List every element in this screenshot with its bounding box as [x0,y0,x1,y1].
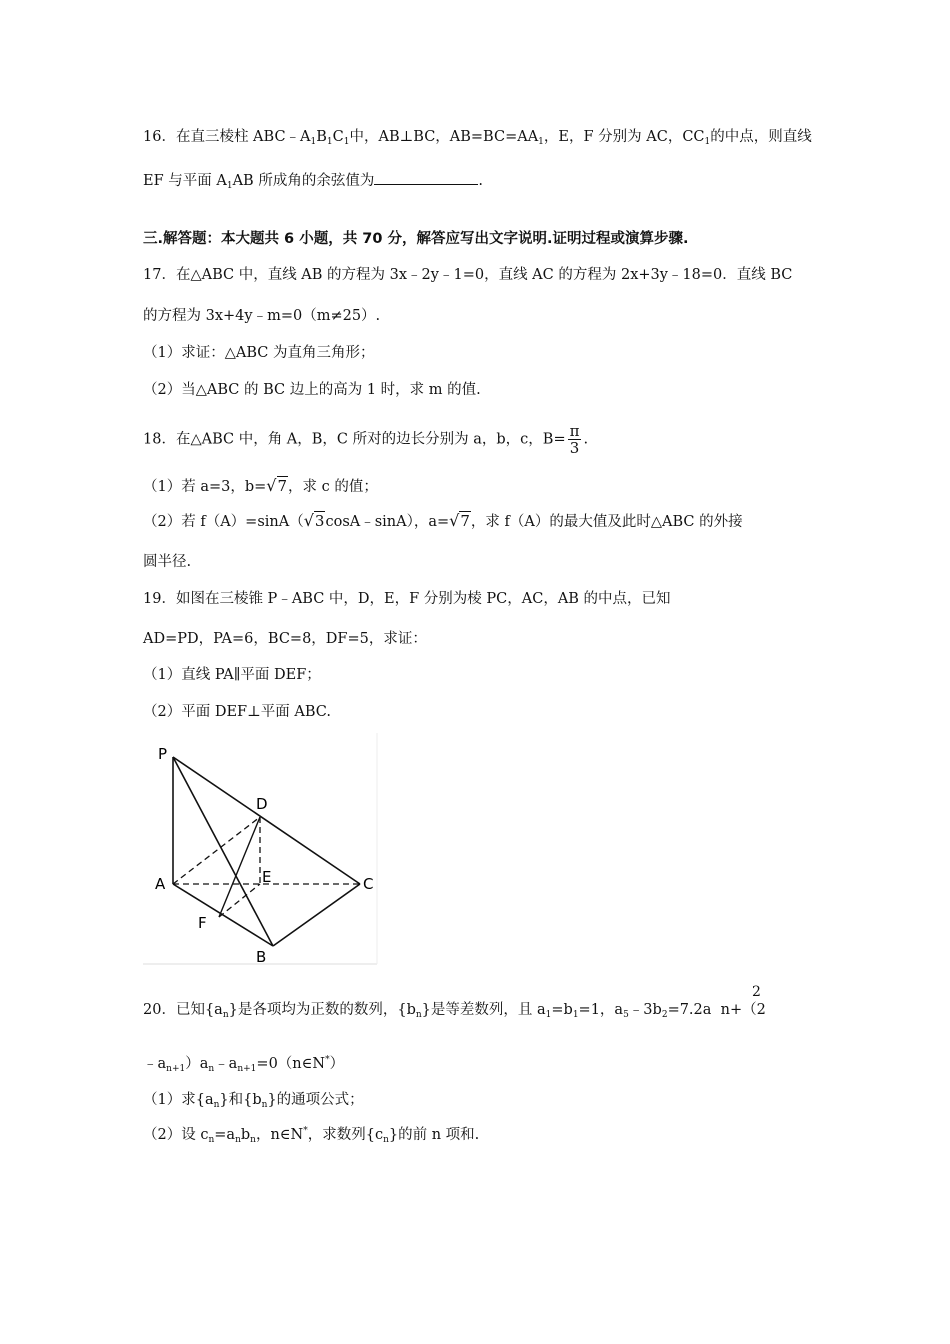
q20-text: =a [214,1127,236,1143]
q20-line1 [143,1000,766,1020]
q18-text: 18．在△ABC 中，角 A，B，C 所对的边长分别为 a，b，c，B= [143,431,566,448]
radicand: 3 [314,512,325,530]
q16-text: ，E，F 分别为 AC，CC [543,129,705,145]
label-C: C [363,875,374,893]
subscript: n [383,1135,389,1145]
pyramid-figure [143,733,379,965]
q18-text: （2）若 f（A）=sinA（ [143,514,304,530]
label-P: P [158,745,168,763]
q16-text: AB 所成角的余弦值为 [232,173,375,189]
q18-line1 [143,423,588,456]
q16-text: EF 与平面 A [143,173,227,189]
q17-line1: 17．在△ABC 中，直线 AB 的方程为 3x﹣2y﹣1=0，直线 AC 的方程为 2x+3y﹣18=0．直线 BC [143,267,793,283]
subscript: n+1 [166,1064,186,1074]
q20-line2 [143,1054,344,1074]
fraction-numerator: π [569,422,580,440]
q20-text: b [240,1127,251,1143]
q19-part1: （1）直线 PA∥平面 DEF； [143,667,321,683]
subscript: n+1 [237,1064,257,1074]
sqrt-3: √3 [303,511,325,530]
subscript: n [261,1100,268,1110]
q20-part2 [143,1125,479,1145]
label-A: A [155,875,166,893]
q16-text: . [478,173,483,189]
superscript: * [325,1055,330,1066]
label-F: F [198,914,207,932]
fraction-denominator: 3 [568,439,582,456]
subscript: 1 [572,1010,579,1020]
q18-line-last: 圆半径. [143,554,192,570]
q18-text: . [583,431,589,448]
subscript: 1 [538,137,544,147]
section-heading: 三.解答题：本大题共 6 小题，共 70 分，解答应写出文字说明.证明过程或演算步骤. [143,231,689,247]
answer-blank[interactable] [374,170,478,185]
label-B: B [256,948,267,965]
q17-part1: （1）求证：△ABC 为直角三角形； [143,345,375,361]
q20-text: （1）求{a [143,1092,214,1108]
q20-text: =7.2a [667,1002,712,1018]
q20-text: }是等差数列，且 a [421,1002,546,1018]
q20-text: （2）设 c [143,1127,209,1143]
superscript: * [303,1126,308,1137]
q16-line2 [143,170,483,191]
subscript: 1 [545,1010,552,1020]
q20-text: n+（2 [720,1002,766,1018]
subscript: n [213,1100,220,1110]
q18-text: （1）若 a=3，b= [143,479,267,495]
q18-text: ，求 c 的值； [288,479,378,495]
q20-text: ，求数列{c [307,1127,384,1143]
q20-text: =0（n∈N [256,1056,326,1072]
q19-line2: AD=PD，PA=6，BC=8，DF=5，求证： [143,631,427,647]
subscript: n [235,1135,241,1145]
q20-text: =b [551,1002,573,1018]
q20-text: ） [329,1056,345,1072]
q20-text: }的前 n 项和. [388,1127,480,1143]
q20-text: ，n∈N [255,1127,304,1143]
subscript: n [222,1010,229,1020]
fraction-pi-over-3 [568,423,582,456]
q18-part2 [143,511,743,532]
q20-superscript-2: 2 [752,984,761,1000]
q20-text: ﹣a [214,1056,238,1072]
subscript: 1 [310,137,317,147]
subscript: n [208,1135,215,1145]
q17-line2: 的方程为 3x+4y﹣m=0（m≠25）. [143,308,381,324]
q20-text: ﹣3b [628,1002,662,1018]
subscript: n [250,1135,256,1145]
subscript: 1 [326,137,333,147]
q16-text: 的中点，则直线 [710,129,812,145]
q20-part1 [143,1090,364,1110]
subscript: n [208,1064,215,1074]
sqrt-7: √7 [266,476,288,495]
q20-text: }是各项均为正数的数列，{b [228,1002,416,1018]
q20-text: =1，a [578,1002,624,1018]
label-E: E [262,868,272,886]
q17-part2: （2）当△ABC 的 BC 边上的高为 1 时，求 m 的值. [143,382,481,398]
q16-line1: 16．在直三棱柱 $ABC﹣A_1B_1C_1$中，AB⊥BC，$AB=BC=AA_1$，E，F 分别为 AC，$CC_1$的中点，则直线 [143,129,812,147]
subscript: 1 [704,137,711,147]
radicand: 7 [460,512,470,530]
q19-part2: （2）平面 DEF⊥平面 ABC. [143,704,331,720]
q16-text: 中，AB⊥BC，AB=BC=AA [349,129,539,145]
q20-text: 20．已知{a [143,1002,223,1018]
q20-text: }的通项公式； [267,1092,364,1108]
q19-line1: 19．如图在三棱锥 P﹣ABC 中，D，E，F 分别为棱 PC，AC，AB 的中点，已知 [143,591,671,607]
q20-text: ﹣a [143,1056,167,1072]
q18-text: ，求 f（A）的最大值及此时△ABC 的外接 [470,514,743,530]
subscript: 1 [226,181,233,191]
subscript: 2 [661,1010,668,1020]
q20-text: ）a [185,1056,209,1072]
label-D: D [256,795,268,813]
subscript: 5 [623,1010,629,1020]
sqrt-7: √7 [449,511,470,530]
q18-text: cosA﹣sinA），a= [325,514,450,530]
q18-part1 [143,476,378,497]
radicand: 7 [277,477,288,495]
subscript: n [415,1010,422,1020]
q20-text: }和{b [219,1092,262,1108]
q16-text: 16．在直三棱柱 ABC﹣A [143,129,311,145]
subscript: 1 [343,137,350,147]
